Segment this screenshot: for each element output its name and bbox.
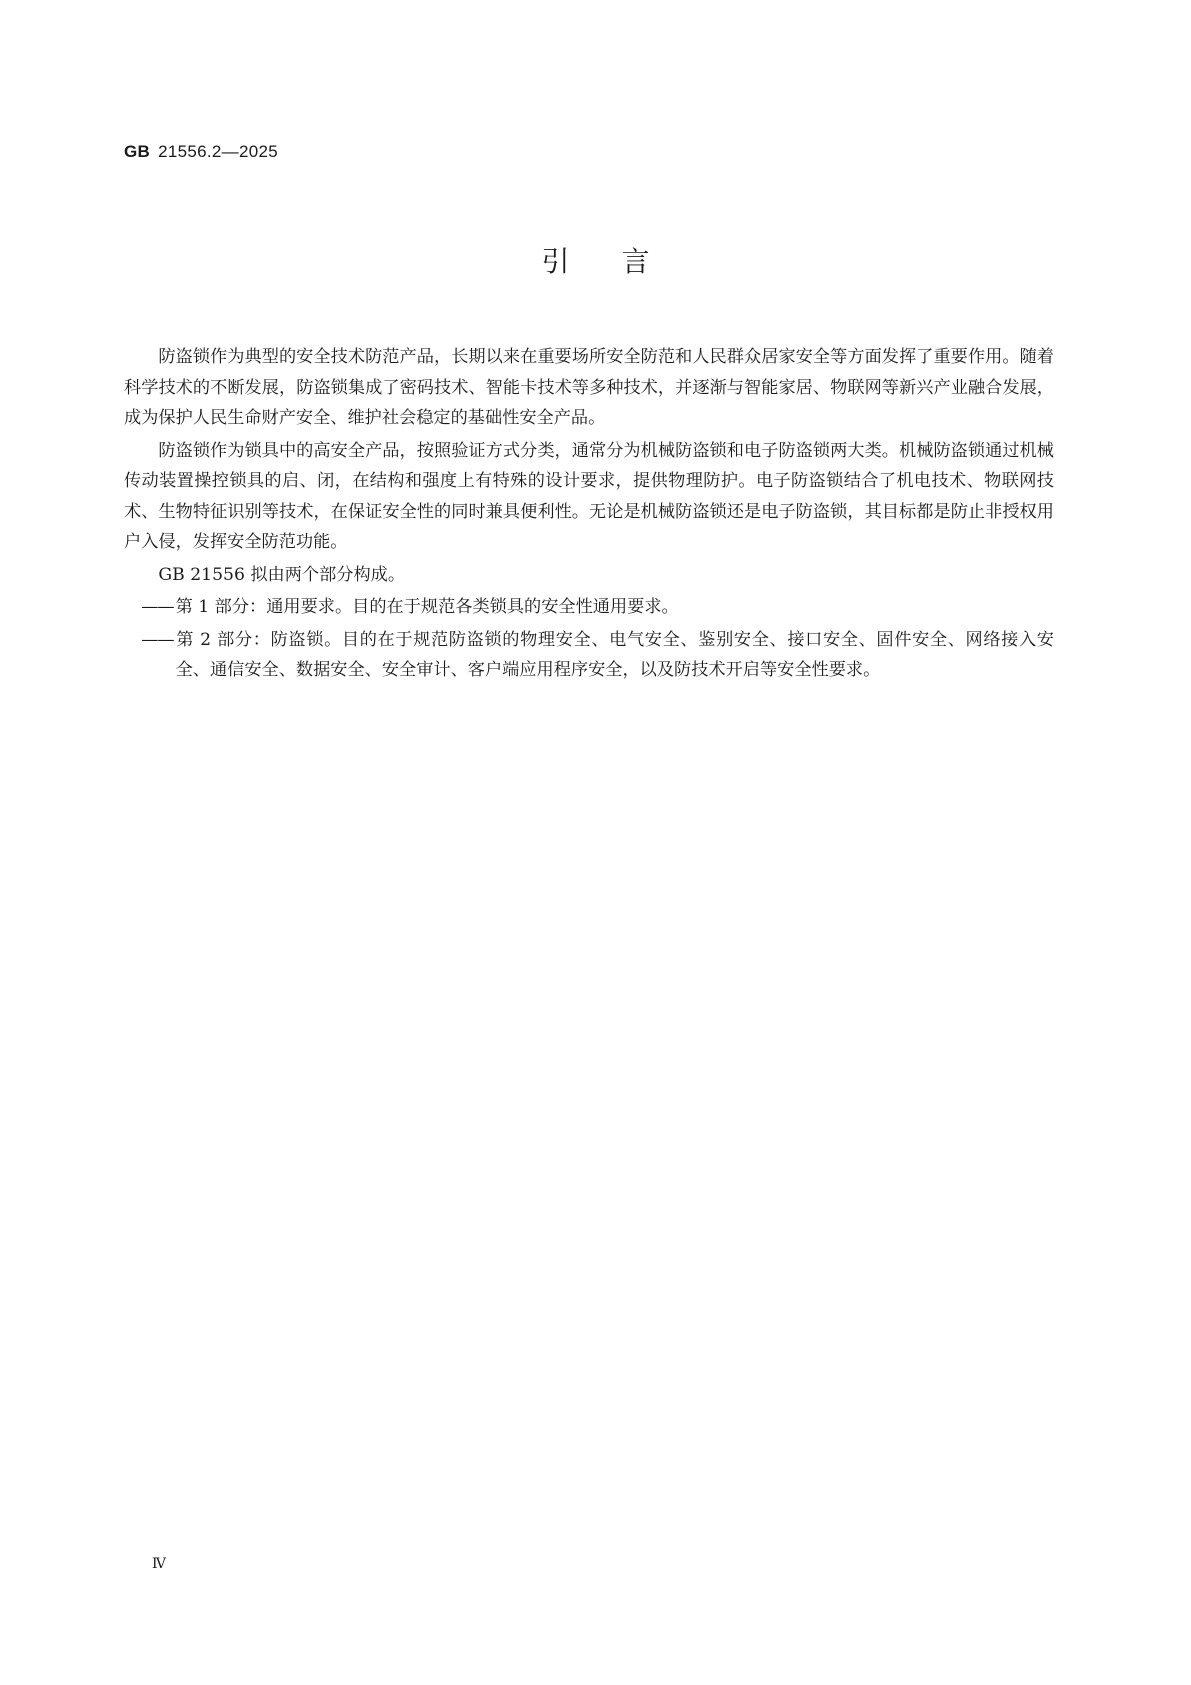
introduction-body [124,342,1054,688]
list-item-text: 第 2 部分：防盗锁。目的在于规范防盗锁的物理安全、电气安全、鉴别安全、接口安全、固件安全、网络接入安全、通信安全、数据安全、安全审计、客户端应用程序安全，以及防技术开启等安全性要求。 [175,629,1054,680]
list-item [124,592,1054,623]
standard-number: 21556.2—2025 [158,142,278,161]
dash-marker: —— [141,597,174,617]
standard-header [124,142,278,162]
list-item [124,625,1054,686]
dash-marker: —— [141,629,174,650]
paragraph-1: 防盗锁作为典型的安全技术防范产品，长期以来在重要场所安全防范和人民群众居家安全等方面发挥了重要作用。随着科学技术的不断发展，防盗锁集成了密码技术、智能卡技术等多种技术，并逐渐与智能家居、物联网等新兴产业融合发展，成为保护人民生命财产安全、维护社会稳定的基础性安全产品。 [124,347,1054,428]
page-title: 引言 [541,245,702,278]
paragraph-3: GB 21556 拟由两个部分构成。 [158,564,406,585]
list-item-text: 第 1 部分：通用要求。目的在于规范各类锁具的安全性通用要求。 [175,597,679,617]
page-number: Ⅳ [152,1556,166,1572]
paragraph-2: 防盗锁作为锁具中的高安全产品，按照验证方式分类，通常分为机械防盗锁和电子防盗锁两大类。机械防盗锁通过机械传动装置操控锁具的启、闭，在结构和强度上有特殊的设计要求，提供物理防护。电子防盗锁结合了机电技术、物联网技术、生物特征识别等技术，在保证安全性的同时兼具便利性。无论是机械防盗锁还是电子防盗锁，其目标都是防止非授权用户入侵，发挥安全防范功能。 [124,440,1054,552]
standard-prefix: GB [124,142,151,161]
